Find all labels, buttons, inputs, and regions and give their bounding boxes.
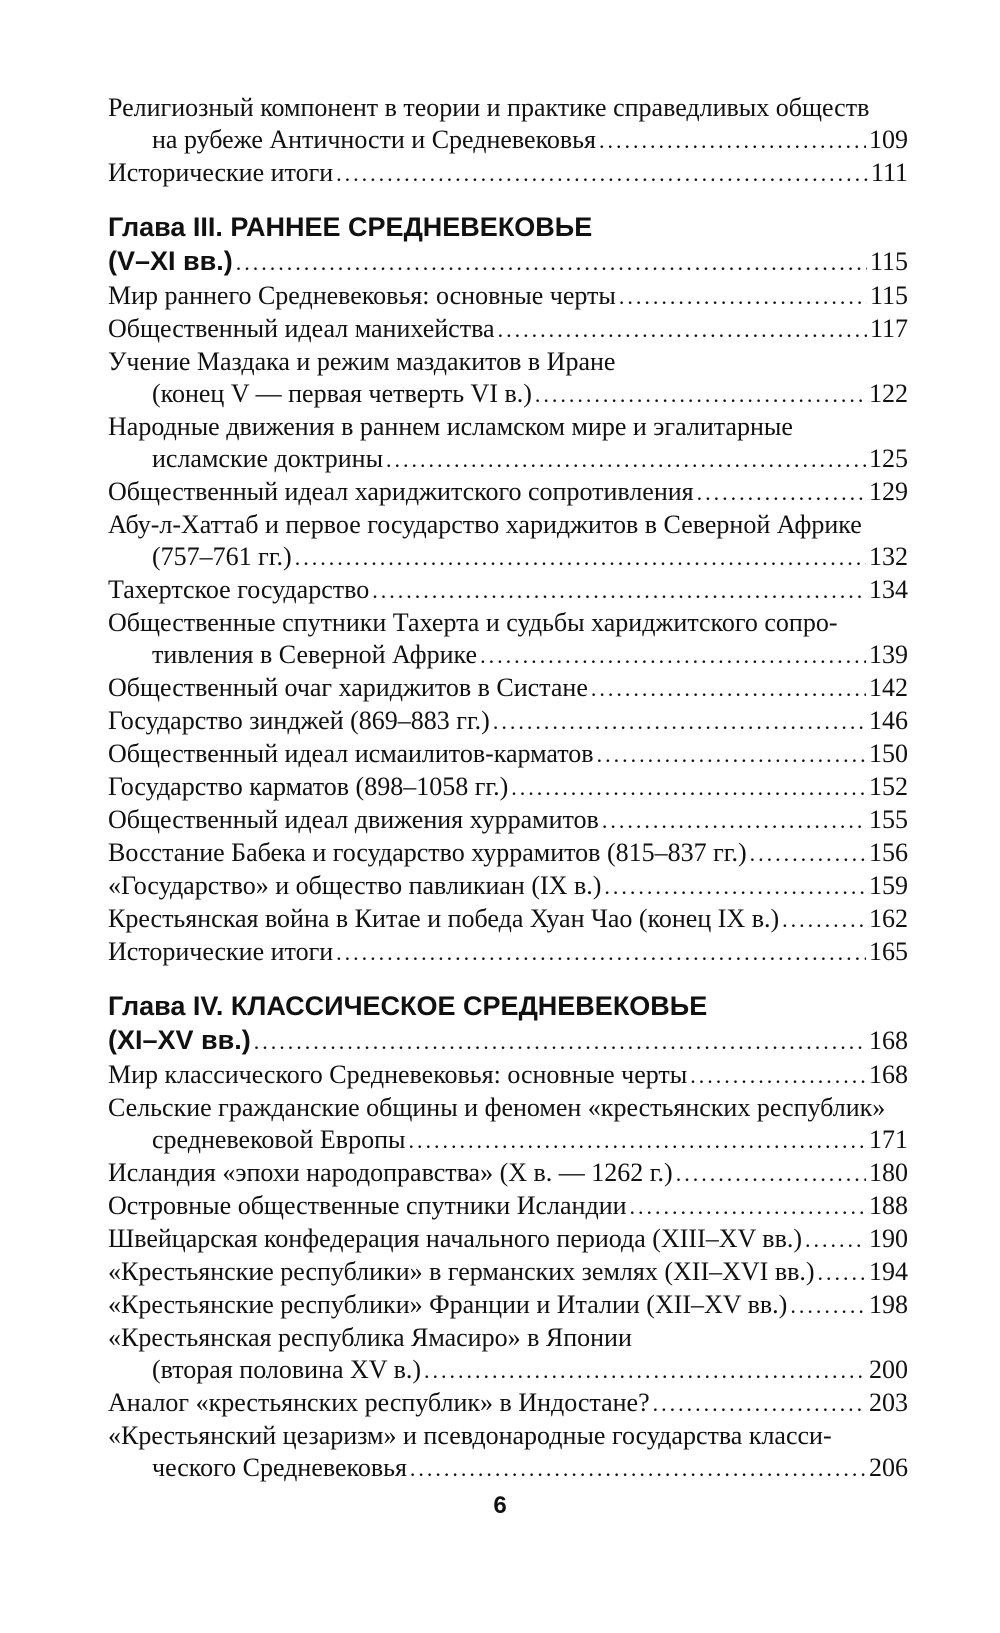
toc-entry (108, 705, 908, 738)
leader-dots (591, 673, 866, 705)
toc-entry (108, 1190, 908, 1223)
toc-entry-title-line1: Общественные спутники Тахерта и судьбы хариджитского сопро- (108, 608, 838, 637)
toc-entry-title: Восстание Бабека и государство хуррамитов (815–837 гг.) (108, 838, 747, 867)
toc-entry-page: 111 (870, 158, 908, 187)
leader-dots (619, 281, 867, 313)
toc-entry-title: Общественный очаг хариджитов в Систане (108, 673, 588, 702)
toc-entry-page: 168 (869, 1060, 908, 1089)
toc-entry-page: 132 (869, 542, 908, 571)
toc-entry (108, 738, 908, 771)
toc-entry (108, 1223, 908, 1256)
chapter-entries (108, 1059, 908, 1485)
toc-entry (108, 411, 908, 476)
toc-entry-page: 142 (869, 673, 908, 702)
toc-entry-page: 129 (869, 477, 908, 506)
leader-dots (336, 937, 866, 969)
leader-dots (750, 838, 866, 870)
toc-entry (108, 157, 908, 190)
toc-entry-page: 203 (869, 1388, 908, 1417)
leader-dots (372, 575, 866, 607)
leader-dots (782, 904, 866, 936)
toc-entry-title: Крестьянская война в Китае и победа Хуан Чао (конец IX в.) (108, 904, 780, 933)
leader-dots (690, 1060, 866, 1092)
toc-entry-title-line1: Народные движения в раннем исламском мире и эгалитарные (108, 412, 793, 441)
toc-entry-title-line1: Абу-л-Хаттаб и первое государство хариджитов в Северной Африке (108, 510, 862, 539)
toc-entry-title: Исторические итоги (108, 937, 334, 966)
leader-dots (597, 739, 866, 771)
leader-dots (604, 871, 866, 903)
chapter-period: (XI–XV вв.) (108, 1025, 251, 1055)
toc-entry (108, 672, 908, 705)
toc-entry-page: 180 (869, 1158, 908, 1187)
toc-entry-title-line1: «Крестьянский цезаризм» и псевдонародные государства класси- (108, 1421, 832, 1450)
toc-entry-title-line2: средневековой Европы (152, 1125, 406, 1154)
toc-entry-title: «Крестьянские республики» в германских землях (XII–XVI вв.) (108, 1257, 815, 1286)
toc-entry-title: «Крестьянские республики» Франции и Италии (XII–XV вв.) (108, 1290, 788, 1319)
toc-entry-page: 156 (869, 838, 908, 867)
leader-dots (535, 379, 866, 411)
chapter-heading (108, 989, 908, 1059)
toc-entry (108, 92, 908, 157)
toc-entry-title: Исторические итоги (108, 158, 334, 187)
toc-entry-page: 162 (869, 904, 908, 933)
toc-entry-title: Общественный идеал исмаилитов-карматов (108, 739, 594, 768)
toc-entry-title-line2: (конец V — первая четверть VI в.) (152, 379, 532, 408)
toc-entry (108, 1322, 908, 1387)
leader-dots (697, 477, 866, 509)
toc-entry (108, 936, 908, 969)
toc-entry-page: 109 (869, 125, 908, 154)
leader-dots (386, 444, 866, 476)
leader-dots (602, 805, 866, 837)
chapter-page: 168 (869, 1026, 908, 1055)
toc-entry (108, 1059, 908, 1092)
toc-entry-page: 200 (869, 1355, 908, 1384)
leader-dots (676, 1158, 866, 1190)
chapter-heading (108, 210, 908, 280)
chapter-title: Глава III. РАННЕЕ СРЕДНЕВЕКОВЬЕ (108, 212, 593, 242)
toc-entry-page: 139 (869, 640, 908, 669)
toc-entry-title-line2: исламские доктрины (152, 444, 384, 473)
toc-entry-page: 171 (869, 1125, 908, 1154)
toc-entry-title: Мир раннего Средневековья: основные черты (108, 281, 616, 310)
chapter-entries (108, 280, 908, 969)
toc-entry-page: 206 (869, 1453, 908, 1482)
leader-dots (424, 1355, 866, 1387)
toc-entry (108, 837, 908, 870)
toc-entry-title-line2: тивления в Северной Африке (152, 640, 478, 669)
leader-dots (498, 314, 867, 346)
toc-entry-title-line2: на рубеже Античности и Средневековья (152, 125, 596, 154)
page-number: 6 (493, 1492, 507, 1519)
toc-entry-page: 117 (869, 314, 908, 343)
toc-entry-page: 198 (869, 1290, 908, 1319)
toc-entry (108, 280, 908, 313)
toc-entry (108, 1289, 908, 1322)
chapter-page: 115 (869, 247, 908, 276)
toc-entry-title-line1: Религиозный компонент в теории и практике справедливых обществ (108, 93, 870, 122)
toc-entry (108, 476, 908, 509)
toc-entry-page: 125 (869, 444, 908, 473)
leader-dots (295, 542, 866, 574)
toc-entry-title: Общественный идеал хариджитского сопротивления (108, 477, 694, 506)
leader-dots (818, 1257, 866, 1289)
toc-entry-title-line1: Учение Маздака и режим маздакитов в Иране (108, 347, 616, 376)
toc-entry-page: 134 (869, 575, 908, 604)
toc-entry (108, 1157, 908, 1190)
toc-entry (108, 771, 908, 804)
toc-entry-title-line2: ческого Средневековья (152, 1453, 407, 1482)
toc-entry-page: 150 (869, 739, 908, 768)
leader-dots (254, 1025, 866, 1059)
toc-entry (108, 346, 908, 411)
toc-entry-title: «Государство» и общество павликиан (IX в.) (108, 871, 602, 900)
toc-entry-page: 188 (869, 1191, 908, 1220)
toc-entry-title: Общественный идеал движения хуррамитов (108, 805, 599, 834)
chapter-period: (V–XI вв.) (108, 246, 233, 276)
toc-entry-title: Государство зинджей (869–883 гг.) (108, 706, 490, 735)
toc-entry-page: 115 (869, 281, 908, 310)
toc-entry (108, 607, 908, 672)
toc-entry-title-line1: Сельские гражданские общины и феномен «крестьянских республик» (108, 1093, 886, 1122)
toc-entry (108, 1256, 908, 1289)
leader-dots (805, 1224, 866, 1256)
toc-entry (108, 313, 908, 346)
toc-entry-page: 159 (869, 871, 908, 900)
leader-dots (653, 1388, 866, 1420)
toc-entry-page: 146 (869, 706, 908, 735)
leader-dots (236, 246, 867, 280)
toc-entry (108, 804, 908, 837)
leader-dots (599, 125, 866, 157)
toc-entry (108, 509, 908, 574)
leader-dots (480, 640, 866, 672)
toc-entry-title-line1: «Крестьянская республика Ямасиро» в Японии (108, 1323, 632, 1352)
toc-entry-page: 155 (869, 805, 908, 834)
leader-dots (790, 1290, 866, 1322)
leader-dots (511, 772, 866, 804)
toc-entry-page: 194 (869, 1257, 908, 1286)
toc-entry-page: 122 (869, 379, 908, 408)
toc-entry-title: Швейцарская конфедерация начального периода (XIII–XV вв.) (108, 1224, 803, 1253)
toc-entry-title: Аналог «крестьянских республик» в Индостане? (108, 1388, 650, 1417)
toc-entry (108, 574, 908, 607)
toc-entry (108, 870, 908, 903)
table-of-contents (108, 92, 908, 1485)
toc-entry-title: Общественный идеал манихейства (108, 314, 495, 343)
toc-entry-title: Мир классического Средневековья: основные черты (108, 1060, 688, 1089)
leader-dots (408, 1125, 866, 1157)
toc-entry (108, 1092, 908, 1157)
chapter-title: Глава IV. КЛАССИЧЕСКОЕ СРЕДНЕВЕКОВЬЕ (108, 991, 708, 1021)
toc-entry (108, 1420, 908, 1485)
toc-entry-title: Островные общественные спутники Исландии (108, 1191, 627, 1220)
toc-entry-page: 152 (869, 772, 908, 801)
leader-dots (630, 1191, 866, 1223)
leader-dots (410, 1453, 866, 1485)
toc-entry (108, 903, 908, 936)
toc-entry-title: Исландия «эпохи народоправства» (X в. — 1262 г.) (108, 1158, 673, 1187)
toc-entry-title: Тахертское государство (108, 575, 370, 604)
leader-dots (336, 158, 868, 190)
toc-entry-title: Государство карматов (898–1058 гг.) (108, 772, 509, 801)
toc-entry-page: 165 (869, 937, 908, 966)
toc-entry-title-line2: (757–761 гг.) (152, 542, 292, 571)
toc-entry-page: 190 (869, 1224, 908, 1253)
leader-dots (493, 706, 866, 738)
toc-entry (108, 1387, 908, 1420)
toc-entry-title-line2: (вторая половина XV в.) (152, 1355, 422, 1384)
